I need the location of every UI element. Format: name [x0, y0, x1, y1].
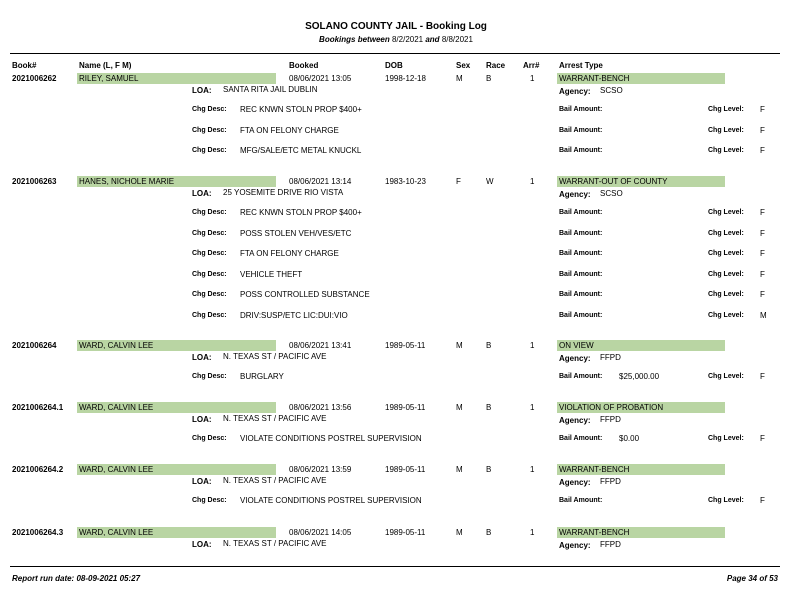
chg-desc-value: POSS CONTROLLED SUBSTANCE	[240, 290, 370, 300]
dob: 1998-12-18	[385, 74, 426, 83]
chg-desc-value: POSS STOLEN VEH/VES/ETC	[240, 228, 352, 238]
arrest-type: WARRANT-BENCH	[557, 464, 725, 475]
race: B	[486, 341, 492, 350]
col-header-name: Name (L, F M)	[79, 61, 132, 70]
race: B	[486, 403, 492, 412]
bail-amount-label: Bail Amount:	[559, 270, 603, 278]
chg-desc-value: VEHICLE THEFT	[240, 269, 303, 279]
chg-desc-label: Chg Desc:	[192, 497, 227, 504]
chg-desc-value: REC KNWN STOLN PROP $400+	[240, 105, 362, 114]
chg-desc-label: Chg Desc:	[192, 270, 227, 278]
bail-amount-label: Bail Amount:	[559, 106, 603, 113]
inmate-name: RILEY, SAMUEL	[77, 73, 276, 84]
arrest-number: 1	[530, 341, 535, 350]
loa-value: 25 YOSEMITE DRIVE RIO VISTA	[223, 188, 344, 197]
arrest-type: VIOLATION OF PROBATION	[557, 402, 725, 413]
chg-level-label: Chg Level:	[708, 209, 744, 216]
sex: M	[456, 465, 463, 474]
chg-desc-label: Chg Desc:	[192, 147, 227, 155]
chg-level-value: F	[760, 290, 765, 300]
race: B	[486, 465, 492, 474]
bail-amount-value: $25,000.00	[619, 372, 660, 381]
loa-value: SANTA RITA JAIL DUBLIN	[223, 85, 318, 94]
chg-level-label: Chg Level:	[708, 312, 744, 319]
chg-level-value: F	[760, 125, 765, 135]
arrest-number: 1	[530, 74, 535, 83]
bail-amount-label: Bail Amount:	[559, 229, 603, 237]
agency-value: FFPD	[600, 477, 621, 486]
booked-datetime: 08/06/2021 13:41	[289, 341, 352, 350]
chg-level-label: Chg Level:	[708, 435, 744, 442]
agency-label: Agency:	[559, 541, 591, 550]
loa-value: N. TEXAS ST / PACIFIC AVE	[223, 476, 327, 485]
chg-level-value: F	[760, 269, 765, 279]
agency-value: FFPD	[600, 540, 621, 549]
chg-desc-label: Chg Desc:	[192, 229, 227, 237]
bail-amount-label: Bail Amount:	[559, 373, 603, 380]
agency-label: Agency:	[559, 87, 591, 96]
booked-datetime: 08/06/2021 13:56	[289, 403, 352, 412]
loa-label: LOA:	[192, 86, 212, 95]
bail-amount-label: Bail Amount:	[559, 497, 603, 504]
bail-amount-label: Bail Amount:	[559, 209, 603, 216]
loa-label: LOA:	[192, 189, 212, 198]
header-top-rule	[10, 53, 780, 54]
chg-level-label: Chg Level:	[708, 497, 744, 504]
chg-level-label: Chg Level:	[708, 250, 744, 258]
arrest-type: WARRANT-OUT OF COUNTY	[557, 176, 725, 187]
loa-label: LOA:	[192, 415, 212, 424]
sex: M	[456, 528, 463, 537]
chg-level-value: F	[760, 208, 765, 217]
chg-desc-value: BURGLARY	[240, 372, 284, 381]
chg-desc-label: Chg Desc:	[192, 209, 227, 216]
booked-datetime: 08/06/2021 13:05	[289, 74, 352, 83]
chg-level-label: Chg Level:	[708, 229, 744, 237]
chg-desc-label: Chg Desc:	[192, 126, 227, 134]
agency-value: FFPD	[600, 415, 621, 424]
sex: M	[456, 341, 463, 350]
chg-desc-value: MFG/SALE/ETC METAL KNUCKL	[240, 146, 362, 156]
arrest-type: WARRANT-BENCH	[557, 527, 725, 538]
chg-level-label: Chg Level:	[708, 147, 744, 155]
book-number: 2021006262	[12, 74, 57, 83]
chg-desc-value: DRIV:SUSP/ETC LIC:DUI:VIO	[240, 311, 348, 320]
dob: 1989-05-11	[385, 403, 426, 412]
chg-desc-value: FTA ON FELONY CHARGE	[240, 249, 339, 259]
chg-level-value: F	[760, 146, 765, 156]
chg-level-label: Chg Level:	[708, 106, 744, 113]
bail-amount-value: $0.00	[619, 434, 640, 443]
inmate-name: WARD, CALVIN LEE	[77, 527, 276, 538]
report-run-date: Report run date: 08-09-2021 05:27	[12, 574, 141, 583]
col-header-dob: DOB	[385, 61, 403, 70]
agency-label: Agency:	[559, 354, 591, 363]
inmate-name: HANES, NICHOLE MARIE	[77, 176, 276, 187]
bail-amount-label: Bail Amount:	[559, 147, 603, 155]
chg-level-value: F	[760, 434, 765, 443]
book-number: 2021006264	[12, 341, 57, 350]
loa-label: LOA:	[192, 540, 212, 549]
inmate-name: WARD, CALVIN LEE	[77, 464, 276, 475]
chg-desc-label: Chg Desc:	[192, 373, 227, 380]
agency-label: Agency:	[559, 478, 591, 487]
report-subtitle	[0, 35, 792, 44]
date-from: 8/2/2021	[391, 35, 424, 44]
agency-value: SCSO	[600, 86, 623, 95]
chg-desc-label: Chg Desc:	[192, 250, 227, 258]
chg-level-label: Chg Level:	[708, 126, 744, 134]
col-header-race: Race	[486, 61, 506, 70]
inmate-name: WARD, CALVIN LEE	[77, 402, 276, 413]
chg-level-value: F	[760, 496, 765, 505]
arrest-number: 1	[530, 177, 535, 186]
bail-amount-label: Bail Amount:	[559, 435, 603, 442]
col-header-arrest-type: Arrest Type	[559, 61, 603, 70]
agency-label: Agency:	[559, 416, 591, 425]
bail-amount-label: Bail Amount:	[559, 312, 603, 319]
arrest-type: WARRANT-BENCH	[557, 73, 725, 84]
chg-desc-value: VIOLATE CONDITIONS POSTREL SUPERVISION	[240, 496, 422, 505]
dob: 1983-10-23	[385, 177, 426, 186]
arrest-number: 1	[530, 465, 535, 474]
chg-desc-value: REC KNWN STOLN PROP $400+	[240, 208, 362, 217]
col-header-book: Book#	[12, 61, 37, 70]
chg-level-value: M	[760, 311, 767, 320]
col-header-sex: Sex	[456, 61, 471, 70]
race: W	[486, 177, 494, 186]
subtitle-and: and	[425, 35, 440, 44]
loa-value: N. TEXAS ST / PACIFIC AVE	[223, 352, 327, 361]
col-header-arr: Arr#	[523, 61, 540, 70]
chg-level-label: Chg Level:	[708, 270, 744, 278]
page-number: Page 34 of 53	[726, 574, 778, 583]
book-number: 2021006264.2	[12, 465, 64, 474]
agency-label: Agency:	[559, 190, 591, 199]
sex: M	[456, 74, 463, 83]
agency-value: SCSO	[600, 189, 623, 198]
date-to: 8/8/2021	[441, 35, 473, 44]
subtitle-prefix: Bookings between	[319, 35, 390, 44]
chg-level-value: F	[760, 105, 765, 114]
chg-desc-label: Chg Desc:	[192, 291, 227, 299]
agency-value: FFPD	[600, 353, 621, 362]
chg-desc-label: Chg Desc:	[192, 312, 227, 319]
book-number: 2021006263	[12, 177, 57, 186]
chg-desc-label: Chg Desc:	[192, 435, 227, 442]
bail-amount-label: Bail Amount:	[559, 250, 603, 258]
chg-level-label: Chg Level:	[708, 373, 744, 380]
loa-label: LOA:	[192, 477, 212, 486]
arrest-number: 1	[530, 528, 535, 537]
dob: 1989-05-11	[385, 528, 426, 537]
arrest-number: 1	[530, 403, 535, 412]
loa-label: LOA:	[192, 353, 212, 362]
booked-datetime: 08/06/2021 13:14	[289, 177, 352, 186]
booked-datetime: 08/06/2021 13:59	[289, 465, 352, 474]
race: B	[486, 528, 492, 537]
dob: 1989-05-11	[385, 341, 426, 350]
footer-rule	[10, 566, 780, 567]
bail-amount-label: Bail Amount:	[559, 126, 603, 134]
dob: 1989-05-11	[385, 465, 426, 474]
loa-value: N. TEXAS ST / PACIFIC AVE	[223, 539, 327, 548]
chg-level-value: F	[760, 372, 765, 381]
sex: F	[456, 177, 461, 186]
chg-level-value: F	[760, 249, 765, 259]
book-number: 2021006264.1	[12, 403, 64, 412]
chg-level-value: F	[760, 228, 765, 238]
booked-datetime: 08/06/2021 14:05	[289, 528, 352, 537]
loa-value: N. TEXAS ST / PACIFIC AVE	[223, 414, 327, 423]
book-number: 2021006264.3	[12, 528, 64, 537]
col-header-booked: Booked	[289, 61, 319, 70]
chg-desc-label: Chg Desc:	[192, 106, 227, 113]
bail-amount-label: Bail Amount:	[559, 291, 603, 299]
race: B	[486, 74, 492, 83]
chg-level-label: Chg Level:	[708, 291, 744, 299]
inmate-name: WARD, CALVIN LEE	[77, 340, 276, 351]
chg-desc-value: VIOLATE CONDITIONS POSTREL SUPERVISION	[240, 434, 422, 443]
report-title: SOLANO COUNTY JAIL - Booking Log	[305, 21, 487, 32]
arrest-type: ON VIEW	[557, 340, 725, 351]
sex: M	[456, 403, 463, 412]
chg-desc-value: FTA ON FELONY CHARGE	[240, 125, 339, 135]
